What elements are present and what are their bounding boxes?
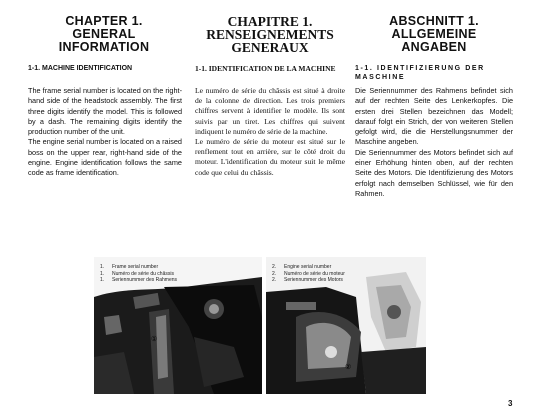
english-heading-line: INFORMATION bbox=[58, 40, 150, 54]
caption-row bbox=[272, 277, 345, 284]
english-heading-line: CHAPTER 1. bbox=[65, 14, 143, 28]
french-heading-line: CHAPITRE 1. bbox=[227, 14, 313, 29]
german-chapter-heading bbox=[355, 15, 513, 59]
figure-1-caption bbox=[100, 264, 177, 284]
english-body bbox=[28, 86, 182, 179]
french-body bbox=[195, 86, 345, 178]
german-heading-line: ALLGEMEINE bbox=[391, 27, 477, 41]
caption-number: 2. bbox=[272, 264, 277, 270]
caption-text: Numéro de série du moteur bbox=[284, 270, 345, 277]
german-column bbox=[355, 0, 513, 198]
german-paragraph: Die Seriennummer des Motors befindet sich auf einer Erhöhung hinten oben, auf der rechten Seite des Motors. Die Identifizierung des Motors erfolgt nach demselben Schlüssel, wie für den Rahmen. bbox=[355, 147, 513, 198]
caption-number: 1. bbox=[100, 264, 105, 270]
french-paragraph: Le numéro de série du châssis est situé à droite de la colonne de direction. Les trois premiers chiffres servent à identifier le modèle. Ils sont suivis par un tiret. Les chiffres qui suivent indiquent le numéro de série de la machine. bbox=[195, 86, 345, 136]
french-column bbox=[195, 0, 345, 177]
english-paragraph: The frame serial number is located on the right-hand side of the headstock assembly. The first three digits identify the model. This is followed by a dash. The remaining digits identify the production number of the unit. bbox=[28, 86, 182, 137]
german-heading-line: ANGABEN bbox=[401, 40, 467, 54]
french-heading-line: RENSEIGNEMENTS bbox=[206, 27, 334, 42]
caption-number: 2. bbox=[272, 277, 277, 283]
english-column bbox=[28, 0, 182, 178]
german-body bbox=[355, 86, 513, 199]
french-chapter-heading bbox=[195, 15, 345, 59]
caption-text: Numéro de série du châssis bbox=[112, 270, 174, 277]
engine-number-callout: ② bbox=[345, 364, 352, 371]
caption-number: 2. bbox=[272, 270, 277, 277]
caption-text: Engine serial number bbox=[284, 264, 332, 270]
english-heading-line: GENERAL bbox=[72, 27, 136, 41]
german-heading-line: ABSCHNITT 1. bbox=[389, 14, 479, 28]
caption-text: Frame serial number bbox=[112, 264, 159, 270]
caption-text: Seriennummer des Motors bbox=[284, 277, 343, 283]
caption-number: 1. bbox=[100, 277, 105, 283]
page-number: 3 bbox=[508, 399, 513, 408]
french-heading-line: GENERAUX bbox=[231, 40, 309, 55]
frame-number-callout: ① bbox=[151, 336, 158, 343]
french-section-title: 1-1. IDENTIFICATION DE LA MACHINE bbox=[195, 64, 336, 73]
caption-row bbox=[100, 277, 177, 284]
english-paragraph: The engine serial number is located on a raised boss on the upper rear, right-hand side of the engine. Engine identification follows the same code as frame identification. bbox=[28, 137, 182, 178]
german-paragraph: Die Seriennummer des Rahmens befindet sich auf der rechten Seite des Lenkerkopfes. Die ersten drei Stellen bezeichnen das Modell; darauf folgt ein Strich, der von weiteren Stellen gefolgt wird, die die Herstellungsnummer der Maschine angeben. bbox=[355, 86, 513, 147]
german-section-title: 1-1. IDENTIFIZIERUNG DER MASCHINE bbox=[355, 65, 485, 81]
english-section-title: 1-1. MACHINE IDENTIFICATION bbox=[28, 65, 133, 72]
english-chapter-heading bbox=[28, 15, 180, 59]
caption-text: Seriennummer des Rahmens bbox=[112, 277, 178, 283]
french-paragraph: Le numéro de série du moteur est situé sur le renflement tout en arrière, sur le côté droit du moteur. L'identification du moteur suit le même code que celui du châssis. bbox=[195, 137, 345, 177]
caption-number: 1. bbox=[100, 270, 105, 277]
figure-2-caption bbox=[272, 264, 345, 284]
